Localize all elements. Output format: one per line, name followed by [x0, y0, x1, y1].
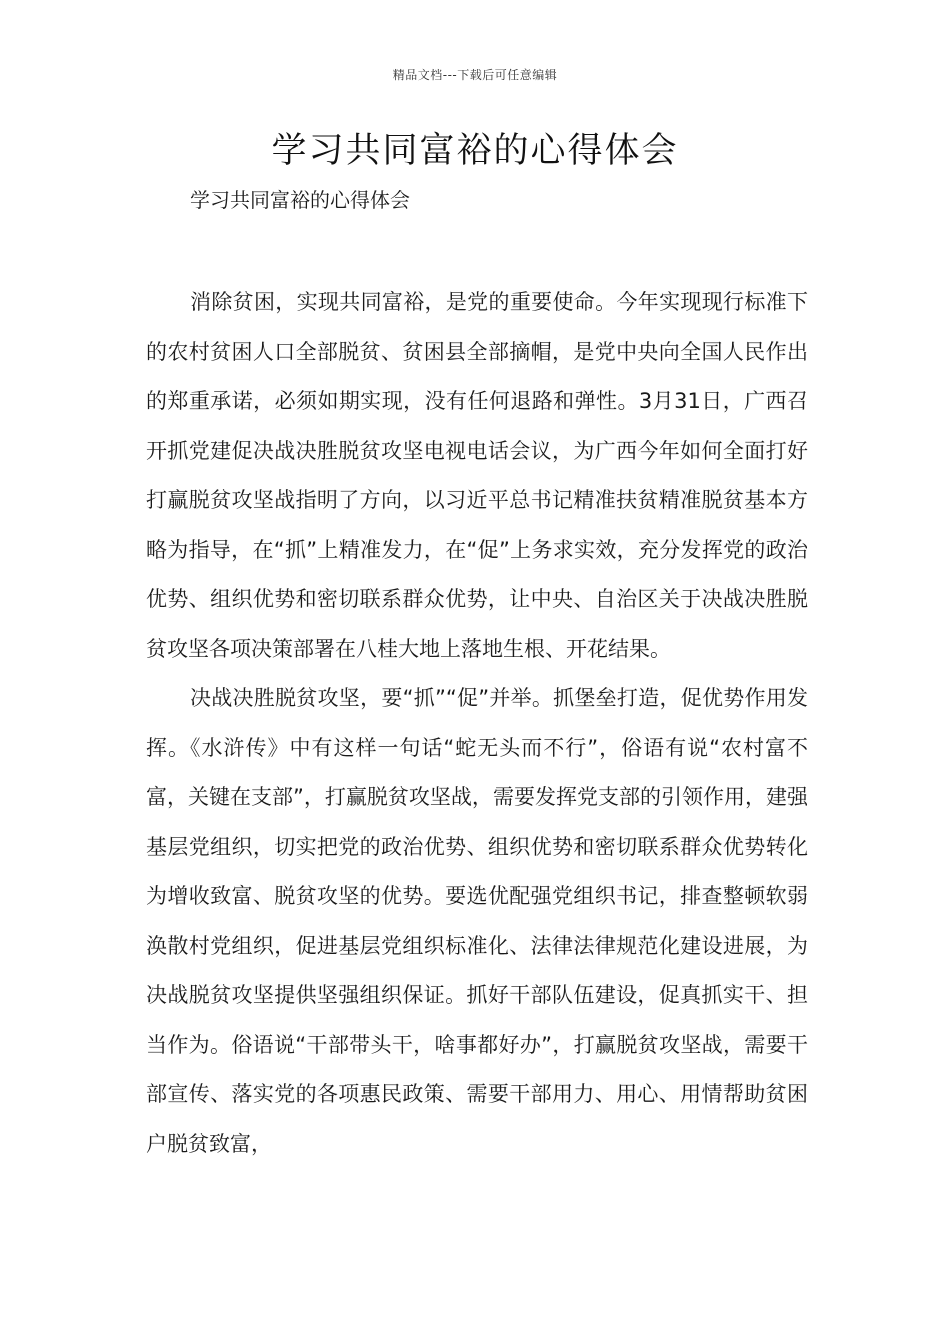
document-title: 学习共同富裕的心得体会: [271, 131, 679, 171]
document-body: [146, 278, 808, 1169]
header-note: 精品文档---下载后可任意编辑: [392, 68, 558, 82]
paragraph: 决战决胜脱贫攻坚，要“抓”“促”并举。抓堡垒打造，促优势作用发挥。《水浒传》中有这样一句话“蛇无头而不行”，俗语有说“农村富不富，关键在支部”，打赢脱贫攻坚战，需要发挥党支部的引领作用，建强基层党组织，切实把党的政治优势、组织优势和密切联系群众优势转化为增收致富、脱贫攻坚的优势。要选优配强党组织书记，排查整顿软弱涣散村党组织，促进基层党组织标准化、法律法律规范化建设进展，为决战脱贫攻坚提供坚强组织保证。抓好干部队伍建设，促真抓实干、担当作为。俗语说“干部带头干，啥事都好办”，打赢脱贫攻坚战，需要干部宣传、落实党的各项惠民政策、需要干部用力、用心、用情帮助贫困户脱贫致富，: [146, 686, 808, 1156]
document-subtitle: 学习共同富裕的心得体会: [190, 188, 410, 212]
paragraph: 消除贫困，实现共同富裕，是党的重要使命。今年实现现行标准下的农村贫困人口全部脱贫、贫困县全部摘帽，是党中央向全国人民作出的郑重承诺，必须如期实现，没有任何退路和弹性。3月31日，广西召开抓党建促决战决胜脱贫攻坚电视电话会议，为广西今年如何全面打好打赢脱贫攻坚战指明了方向，以习近平总书记精准扶贫精准脱贫基本方略为指导，在“抓”上精准发力，在“促”上务求实效，充分发挥党的政治优势、组织优势和密切联系群众优势，让中央、自治区关于决战决胜脱贫攻坚各项决策部署在八桂大地上落地生根、开花结果。: [146, 290, 808, 661]
